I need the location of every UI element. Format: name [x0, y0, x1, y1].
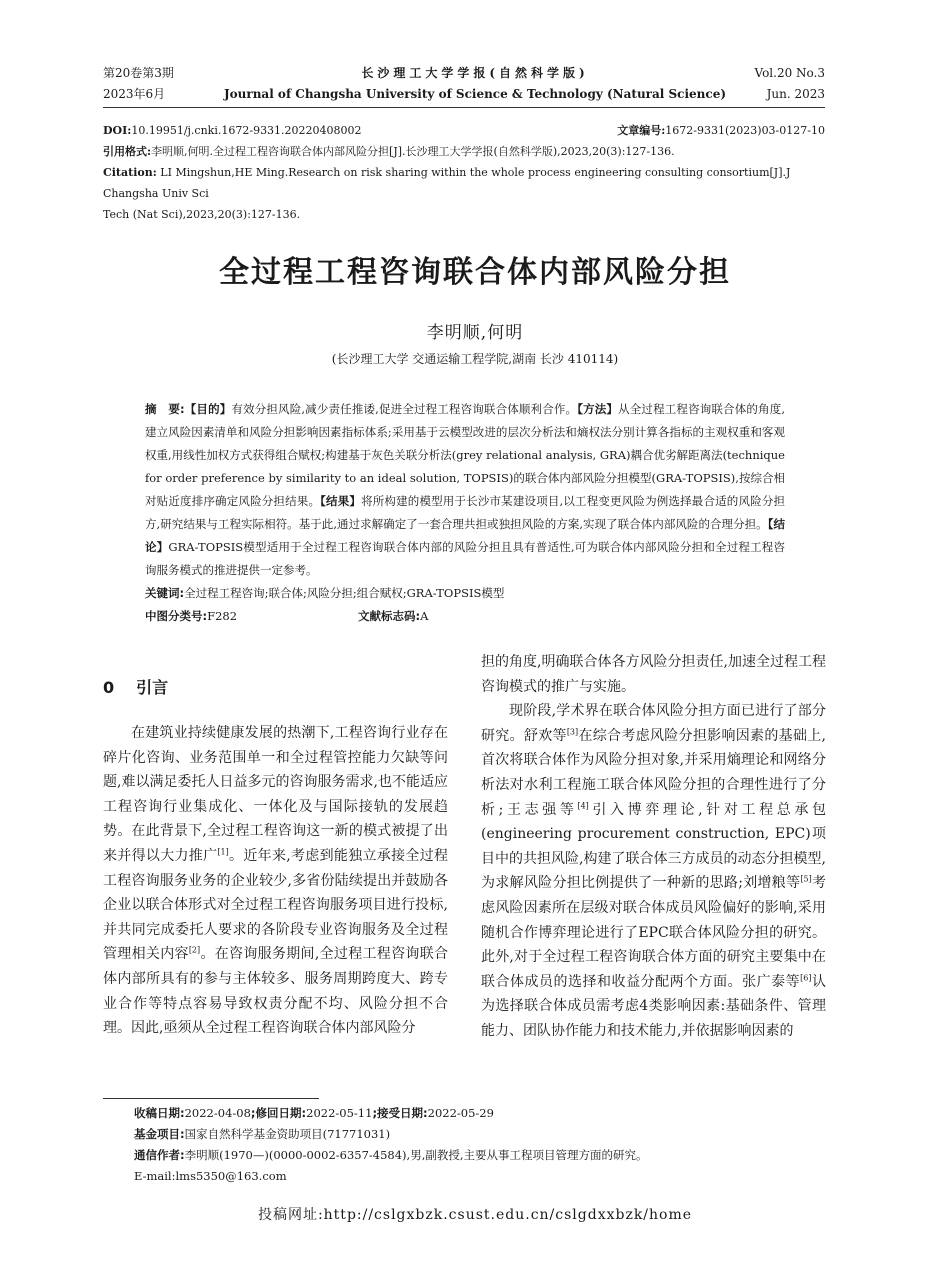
doi-label: DOI:: [103, 124, 132, 137]
article-number-label: 文章编号:: [617, 124, 666, 137]
header-rule: [103, 107, 825, 108]
purpose-tag: 【目的】: [184, 402, 232, 416]
keywords-value: 全过程工程咨询;联合体;风险分担;组合赋权;GRA-TOPSIS模型: [184, 586, 505, 600]
intro-text-8: 认为选择联合体成员需考虑4类影响因素:基础条件、管理能力、团队协作能力和技术能力,并依据影响因素的: [481, 973, 827, 1039]
intro-text-1: 在建筑业持续健康发展的热潮下,工程咨询行业存在碎片化咨询、业务范围单一和全过程管控能力欠缺等问题,难以满足委托人日益多元的咨询服务需求,也不能适应工程咨询行业集成化、一体化及与国际接轨的发展趋势。在此背景下,全过程工程咨询这一新的模式被提了出来并得以大力推广: [103, 725, 448, 864]
doc-code-label: 文献标志码:: [358, 609, 421, 623]
abstract-label: 摘 要:: [145, 402, 185, 416]
section-number: 0: [103, 678, 115, 697]
corresponding-author-value: 李明顺(1970—)(0000-0002-6357-4584),男,副教授,主要从事工程项目管理方面的研究。: [184, 1148, 648, 1162]
doi-value[interactable]: 10.19951/j.cnki.1672-9331.20220408002: [131, 124, 362, 137]
intro-text-4: 现阶段,学术界在联合体风险分担方面已进行了部分研究。舒欢等: [481, 703, 826, 744]
clc-value: F282: [207, 609, 238, 623]
citation-ref-6[interactable]: [6]: [800, 973, 812, 983]
result-text: 将所构建的模型用于长沙市某建设项目,以工程变更风险为例选择最合适的风险分担方,研究结果与工程实际相符。基于此,通过求解确定了一套合理共担或独担风险的方案,实现了联合体内部风险的合理分担。: [145, 494, 786, 531]
cite-format-value: 李明顺,何明.全过程工程咨询联合体内部风险分担[J].长沙理工大学学报(自然科学版),2023,20(3):127-136.: [151, 145, 675, 158]
email-row[interactable]: E-mail:lms5350@163.com: [134, 1169, 287, 1183]
header-journal-cn: 长沙理工大学学报(自然科学版): [361, 66, 589, 80]
received-label: 收稿日期:: [134, 1106, 185, 1120]
fund-value: 国家自然科学基金资助项目(71771031): [184, 1127, 391, 1141]
accepted-label: ;接受日期:: [372, 1106, 428, 1120]
footnotes: [134, 1103, 834, 1187]
header-vol-no: Vol.20 No.3: [754, 66, 825, 80]
citation-ref-5[interactable]: [5]: [800, 874, 812, 884]
submission-url[interactable]: 投稿网址:http://cslgxbzk.csust.edu.cn/cslgdxxbzk/home: [257, 1207, 693, 1223]
clc-label: 中图分类号:: [145, 609, 208, 623]
clc: [145, 605, 358, 628]
abstract-body: [145, 398, 785, 582]
intro-text-7: 考虑风险因素所在层级对联合体成员风险偏好的影响,采用随机合作博弈理论进行了EPC联合体风险分担的研究。此外,对于全过程工程咨询联合体方面的研究主要集中在联合体成员的选择和收益分配两个方面。张广泰等: [481, 875, 827, 990]
citation-ref-3[interactable]: [3]: [566, 727, 579, 737]
doc-code-value: A: [420, 609, 429, 623]
result-tag: 【结果】: [320, 494, 362, 508]
conclusion-text: GRA-TOPSIS模型适用于全过程工程咨询联合体内部的风险分担且具有普适性,可为联合体内部风险分担和全过程工程咨询服务模式的推进提供一定参考。: [145, 540, 786, 577]
author-row: [134, 1145, 834, 1166]
revised-label: ;修回日期:: [250, 1106, 307, 1120]
affiliation: (长沙理工大学 交通运输工程学院,湖南 长沙 410114): [331, 352, 619, 366]
meta-block: [103, 120, 825, 225]
intro-paragraph-2: [481, 699, 826, 1043]
page-title: 全过程工程咨询联合体内部风险分担: [219, 255, 731, 290]
header-volume-issue: 第20卷第3期: [103, 66, 174, 80]
header-journal-en: Journal of Changsha University of Science & Technology (Natural Science): [223, 87, 727, 101]
received-date: 2022-04-08: [184, 1106, 251, 1120]
cite-format: [103, 141, 825, 162]
article-number-value: 1672-9331(2023)03-0127-10: [665, 124, 825, 137]
header-vol-en: [755, 63, 826, 105]
intro-paragraph-1: [103, 721, 448, 1041]
section-title: 引言: [136, 678, 169, 697]
cite-format-label: 引用格式:: [103, 145, 152, 158]
dates-row: [134, 1103, 834, 1124]
citation-en: [103, 162, 825, 204]
purpose-text: 有效分担风险,减少责任推诿,促进全过程工程咨询联合体顺利合作。: [231, 402, 578, 416]
doi-row: [103, 120, 825, 141]
left-column: [103, 721, 448, 1041]
section-heading: [103, 675, 168, 698]
keywords: [145, 582, 785, 605]
article-number: [617, 120, 825, 141]
method-text: 从全过程工程咨询联合体的角度,建立风险因素清单和风险分担影响因素指标体系;采用基于云模型改进的层次分析法和熵权法分别计算各指标的主观权重和客观权重,用线性加权方式获得组合赋权;构建基于灰色关联分析法(grey relational analysis, GRA)耦合优劣解距离法(technique for order preference by similarity to an ideal solution, TOPSIS)的联合体内部风险分担模型(GRA-TOPSIS),按综合相对贴近度排序确定风险分担结果。: [145, 402, 786, 508]
header-month: Jun. 2023: [766, 87, 825, 101]
citation-ref-4[interactable]: [4]: [577, 800, 589, 810]
corresponding-author-label: 通信作者:: [134, 1148, 185, 1162]
citation-ref-2[interactable]: [2]: [188, 945, 201, 955]
right-column: [481, 650, 826, 1044]
citation-value-1: LI Mingshun,HE Ming.Research on risk sharing within the whole process engineering consulting consortium[J].J Changsha Univ Sci: [103, 166, 791, 200]
intro-text-6: 引入博弈理论,针对工程总承包(engineering procurement construction, EPC)项目中的共担风险,构建了联合体三方成员的动态分担模型,为求解风险分担比例提供了一种新的思路;刘增粮等: [481, 801, 827, 892]
method-tag: 【方法】: [577, 402, 619, 416]
doc-code: [358, 609, 428, 623]
authors: 李明顺,何明: [426, 323, 524, 343]
fund-label: 基金项目:: [134, 1127, 185, 1141]
intro-text-3: 。在咨询服务期间,全过程工程咨询联合体内部所具有的参与主体较多、服务周期跨度大、跨专业合作等特点容易导致权责分配不均、风险分担不合理。因此,亟须从全过程工程咨询联合体内部风险分: [103, 946, 449, 1037]
abstract: [145, 398, 785, 628]
conclusion-tag: 【结论】: [145, 517, 785, 554]
citation-ref-1[interactable]: [1]: [217, 847, 229, 857]
intro-paragraph-1-cont: 担的角度,明确联合体各方风险分担责任,加速全过程工程咨询模式的推广与实施。: [481, 654, 826, 695]
header-journal: [200, 63, 750, 105]
header-volume: [103, 63, 174, 105]
citation-en-cont: Tech (Nat Sci),2023,20(3):127-136.: [103, 208, 301, 221]
fund-row: [134, 1124, 834, 1145]
intro-text-5: 在综合考虑风险分担影响因素的基础上,首次将联合体作为风险分担对象,并采用熵理论和网络分析法对水利工程施工联合体风险分担的合理性进行了分析;王志强等: [481, 727, 827, 818]
doi: [103, 120, 362, 141]
accepted-date: 2022-05-29: [427, 1106, 494, 1120]
revised-date: 2022-05-11: [306, 1106, 373, 1120]
classification-row: [145, 605, 785, 628]
keywords-label: 关键词:: [145, 586, 185, 600]
citation-label: Citation:: [103, 166, 157, 179]
header-date: 2023年6月: [103, 87, 166, 101]
intro-text-2: 。近年来,考虑到能独立承接全过程工程咨询服务业务的企业较少,多省份陆续提出并鼓励各企业以联合体形式对全过程工程咨询服务项目进行投标,并共同完成委托人要求的各阶段专业咨询服务及全过程管理相关内容: [103, 847, 449, 963]
footnote-rule: [103, 1098, 319, 1099]
